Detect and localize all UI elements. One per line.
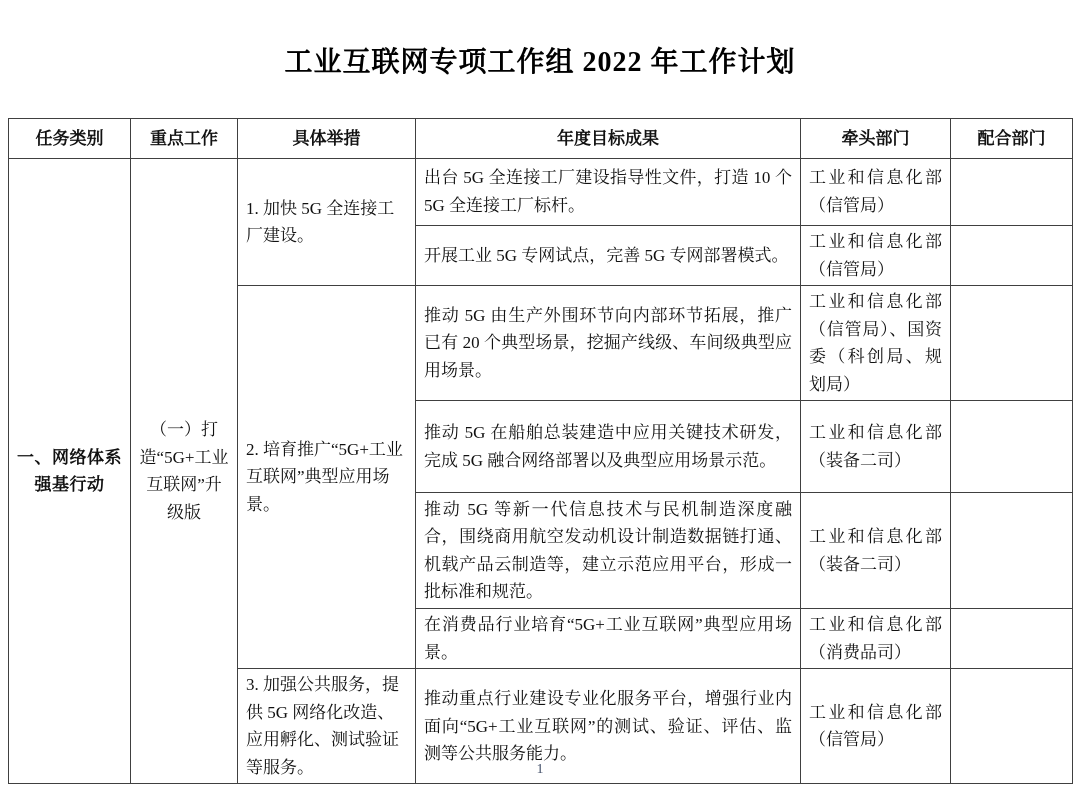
measure-1-cell: 1. 加快 5G 全连接工厂建设。 (238, 159, 416, 286)
table-row (9, 159, 1073, 226)
target-cell: 开展工业 5G 专网试点，完善 5G 专网部署模式。 (416, 226, 801, 286)
task-category-cell: 一、网络体系强基行动 (9, 159, 131, 784)
support-department-cell (951, 493, 1073, 609)
target-cell: 推动 5G 等新一代信息技术与民机制造深度融合，围绕商用航空发动机设计制造数据链打通、机载产品云制造等，建立示范应用平台，形成一批标准和规范。 (416, 493, 801, 609)
support-department-cell (951, 401, 1073, 493)
lead-department-cell: 工业和信息化部（装备二司） (801, 401, 951, 493)
support-department-cell (951, 609, 1073, 669)
table-header-row (9, 119, 1073, 159)
col-header-key-work: 重点工作 (131, 119, 238, 159)
work-plan-table (8, 118, 1073, 784)
lead-department-cell: 工业和信息化部（装备二司） (801, 493, 951, 609)
col-header-task-category: 任务类别 (9, 119, 131, 159)
lead-department-cell: 工业和信息化部（信管局） (801, 226, 951, 286)
page-number: 1 (536, 762, 544, 777)
col-header-annual-targets: 年度目标成果 (416, 119, 801, 159)
support-department-cell (951, 159, 1073, 226)
col-header-measures: 具体举措 (238, 119, 416, 159)
col-header-support-department: 配合部门 (951, 119, 1073, 159)
page-title: 工业互联网专项工作组 2022 年工作计划 (284, 47, 796, 78)
measure-2-cell: 2. 培育推广“5G+工业互联网”典型应用场景。 (238, 286, 416, 669)
measure-3-cell: 3. 加强公共服务，提供 5G 网络化改造、应用孵化、测试验证等服务。 (238, 669, 416, 784)
lead-department-cell: 工业和信息化部（消费品司） (801, 609, 951, 669)
target-cell: 推动 5G 由生产外围环节向内部环节拓展，推广已有 20 个典型场景，挖掘产线级、车间级典型应用场景。 (416, 286, 801, 401)
lead-department-cell: 工业和信息化部（信管局）、国资委（科创局、规划局） (801, 286, 951, 401)
target-cell: 在消费品行业培育“5G+工业互联网”典型应用场景。 (416, 609, 801, 669)
target-cell: 推动 5G 在船舶总装建造中应用关键技术研发，完成 5G 融合网络部署以及典型应用场景示范。 (416, 401, 801, 493)
target-cell: 推动重点行业建设专业化服务平台，增强行业内面向“5G+工业互联网”的测试、验证、评估、监测等公共服务能力。 (416, 669, 801, 784)
support-department-cell (951, 286, 1073, 401)
key-work-cell: （一）打造“5G+工业互联网”升级版 (131, 159, 238, 784)
col-header-lead-department: 牵头部门 (801, 119, 951, 159)
lead-department-cell: 工业和信息化部（信管局） (801, 669, 951, 784)
support-department-cell (951, 226, 1073, 286)
target-cell: 出台 5G 全连接工厂建设指导性文件，打造 10 个 5G 全连接工厂标杆。 (416, 159, 801, 226)
lead-department-cell: 工业和信息化部（信管局） (801, 159, 951, 226)
